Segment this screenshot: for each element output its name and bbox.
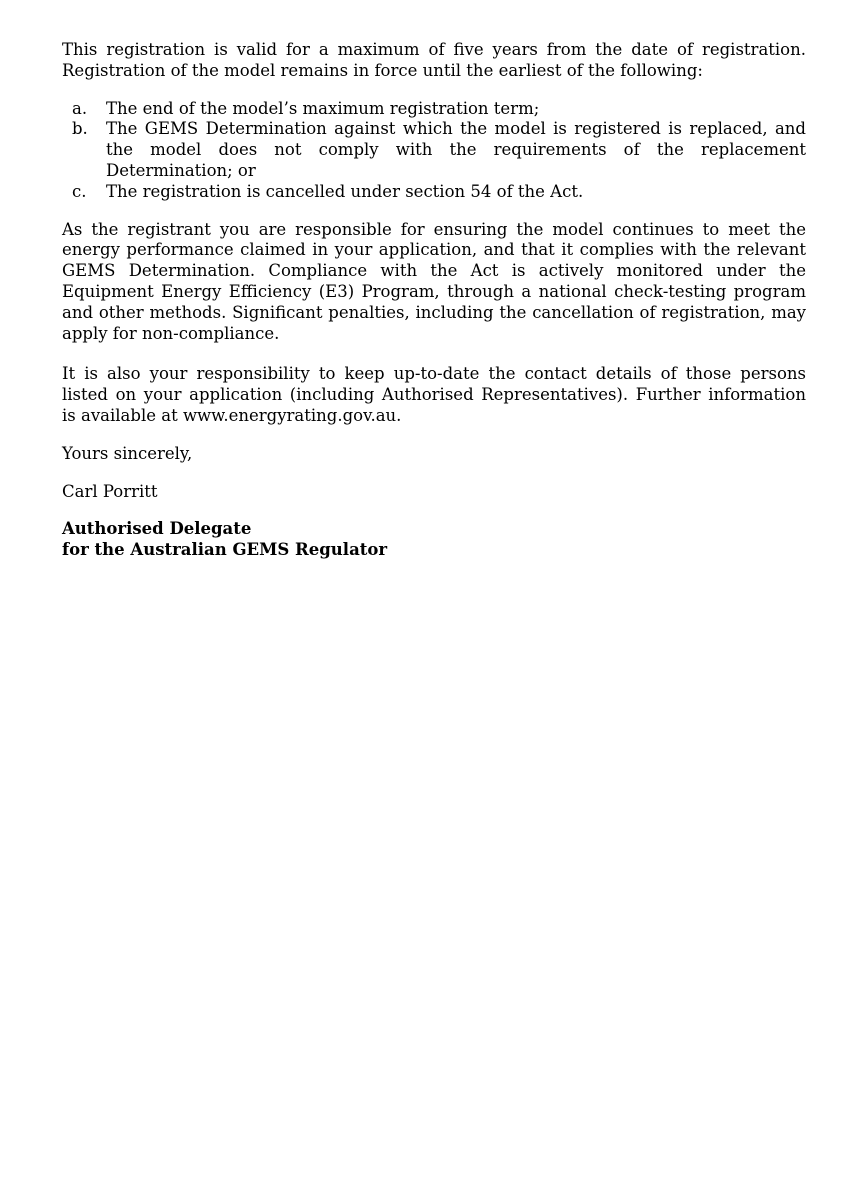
signatory-title-line: for the Australian GEMS Regulator: [62, 540, 388, 560]
list-item-text: The end of the model’s maximum registration term;: [106, 98, 540, 118]
signatory-title-line: Authorised Delegate: [62, 519, 252, 539]
registrant-responsibility-paragraph: As the registrant you are responsible for ensuring the model continues to meet the energy performance claimed in your application, and that it complies with the relevant GEMS Determination. Compliance with the Act is actively monitored under the Equipment Energy Efficiency (E3) Program, through a national check-testing program and other methods. Significant penalties, including the cancellation of registration, may apply for non-compliance.: [62, 219, 806, 343]
signatory-title: [62, 519, 806, 561]
closing-salutation: Yours sincerely,: [62, 443, 193, 463]
list-item: [62, 119, 806, 181]
registration-validity-paragraph: This registration is valid for a maximum of five years from the date of registration. Registration of the model remains in force until the earliest of the following:: [62, 40, 806, 80]
letter-body: [62, 40, 806, 561]
list-marker: c.: [72, 181, 87, 201]
list-item-text: The registration is cancelled under section 54 of the Act.: [106, 181, 584, 201]
contact-details-paragraph: It is also your responsibility to keep up-to-date the contact details of those persons listed on your application (including Authorised Representatives). Further information is available at www.energyrating.gov.au.: [62, 364, 806, 425]
list-item-text: The GEMS Determination against which the model is registered is replaced, and the model does not comply with the requirements of the replacement Determination; or: [106, 119, 806, 180]
signatory-name: Carl Porritt: [62, 481, 158, 501]
list-marker: b.: [72, 119, 88, 139]
registration-conditions-list: [62, 99, 806, 203]
list-marker: a.: [72, 98, 88, 118]
list-item: [62, 182, 806, 203]
list-item: [62, 99, 806, 120]
